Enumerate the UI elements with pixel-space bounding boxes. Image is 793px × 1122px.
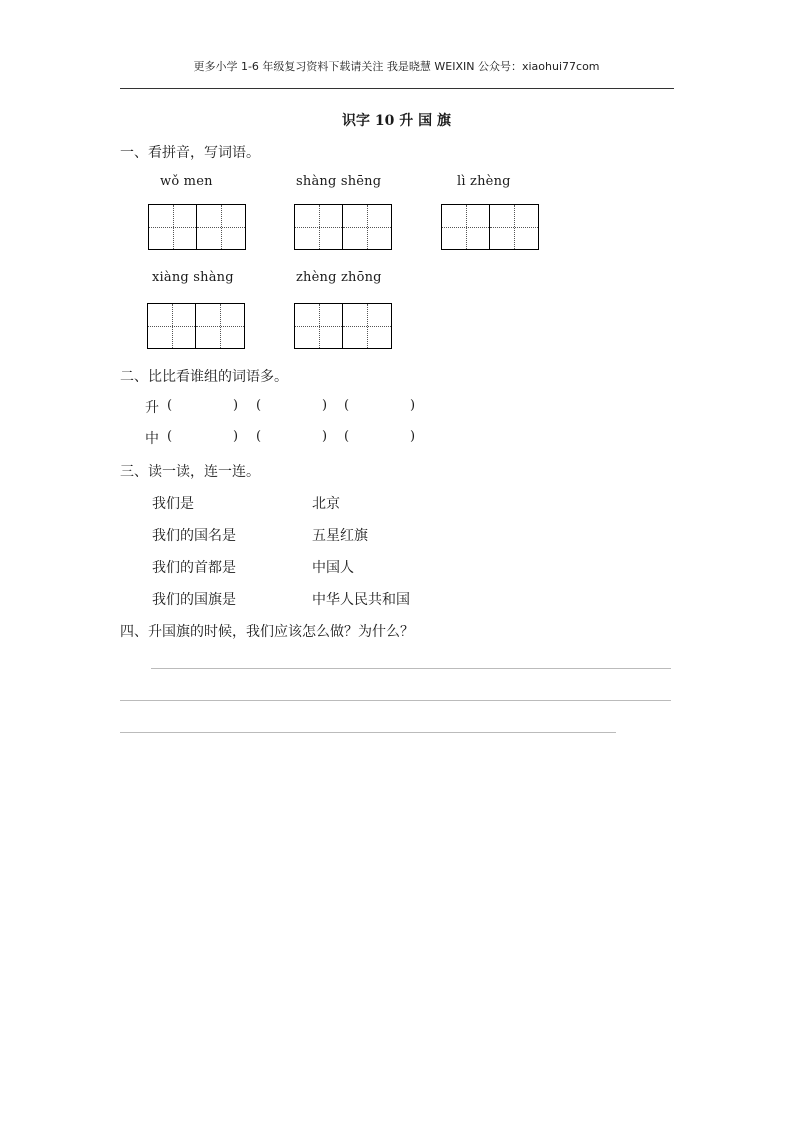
writing-grid-1[interactable] [148,204,246,250]
grid-cell[interactable] [197,205,245,249]
match-left-2[interactable]: 我们的国名是 [152,528,236,544]
pinyin-item-4: xiàng shàng [152,270,234,285]
pinyin-item-1: wǒ men [160,174,213,189]
match-right-3[interactable]: 中国人 [312,560,354,576]
grid-cell[interactable] [148,304,196,348]
section2-heading: 二、比比看谁组的词语多。 [120,369,288,385]
close-paren: ) [322,429,328,444]
section1-heading: 一、看拼音，写词语。 [120,145,260,161]
page-title: 识字 10 升 国 旗 [342,113,451,129]
answer-line-2[interactable] [120,700,671,701]
section4-heading: 四、升国旗的时候，我们应该怎么做？为什么？ [120,624,414,640]
writing-grid-2[interactable] [294,204,392,250]
header-note: 更多小学 1-6 年级复习资料下载请关注 我是晓慧 WEIXIN 公众号：xiaohui77com [193,60,600,73]
answer-line-3[interactable] [120,732,616,733]
close-paren: ) [322,398,328,413]
close-paren: ) [410,398,416,413]
pinyin-item-5: zhèng zhōng [296,270,382,285]
writing-grid-4[interactable] [147,303,245,349]
match-left-1[interactable]: 我们是 [152,496,194,512]
grid-cell[interactable] [295,304,343,348]
close-paren: ) [233,429,239,444]
match-left-4[interactable]: 我们的国旗是 [152,592,236,608]
word-char-1: 升 [145,400,159,416]
pinyin-item-2: shàng shēng [296,174,382,189]
open-paren: ( [256,429,262,444]
grid-cell[interactable] [196,304,244,348]
writing-grid-5[interactable] [294,303,392,349]
close-paren: ) [233,398,239,413]
answer-line-1[interactable] [151,668,671,669]
writing-grid-3[interactable] [441,204,539,250]
grid-cell[interactable] [149,205,197,249]
match-right-2[interactable]: 五星红旗 [312,528,368,544]
grid-cell[interactable] [490,205,538,249]
open-paren: ( [256,398,262,413]
close-paren: ) [410,429,416,444]
header-divider [120,88,674,89]
open-paren: ( [167,429,173,444]
open-paren: ( [167,398,173,413]
grid-cell[interactable] [295,205,343,249]
section3-heading: 三、读一读，连一连。 [120,464,260,480]
open-paren: ( [344,398,350,413]
grid-cell[interactable] [442,205,490,249]
grid-cell[interactable] [343,304,391,348]
pinyin-item-3: lì zhèng [457,174,511,189]
open-paren: ( [344,429,350,444]
match-left-3[interactable]: 我们的首都是 [152,560,236,576]
grid-cell[interactable] [343,205,391,249]
match-right-1[interactable]: 北京 [312,496,340,512]
match-right-4[interactable]: 中华人民共和国 [312,592,410,608]
word-char-2: 中 [145,431,159,447]
